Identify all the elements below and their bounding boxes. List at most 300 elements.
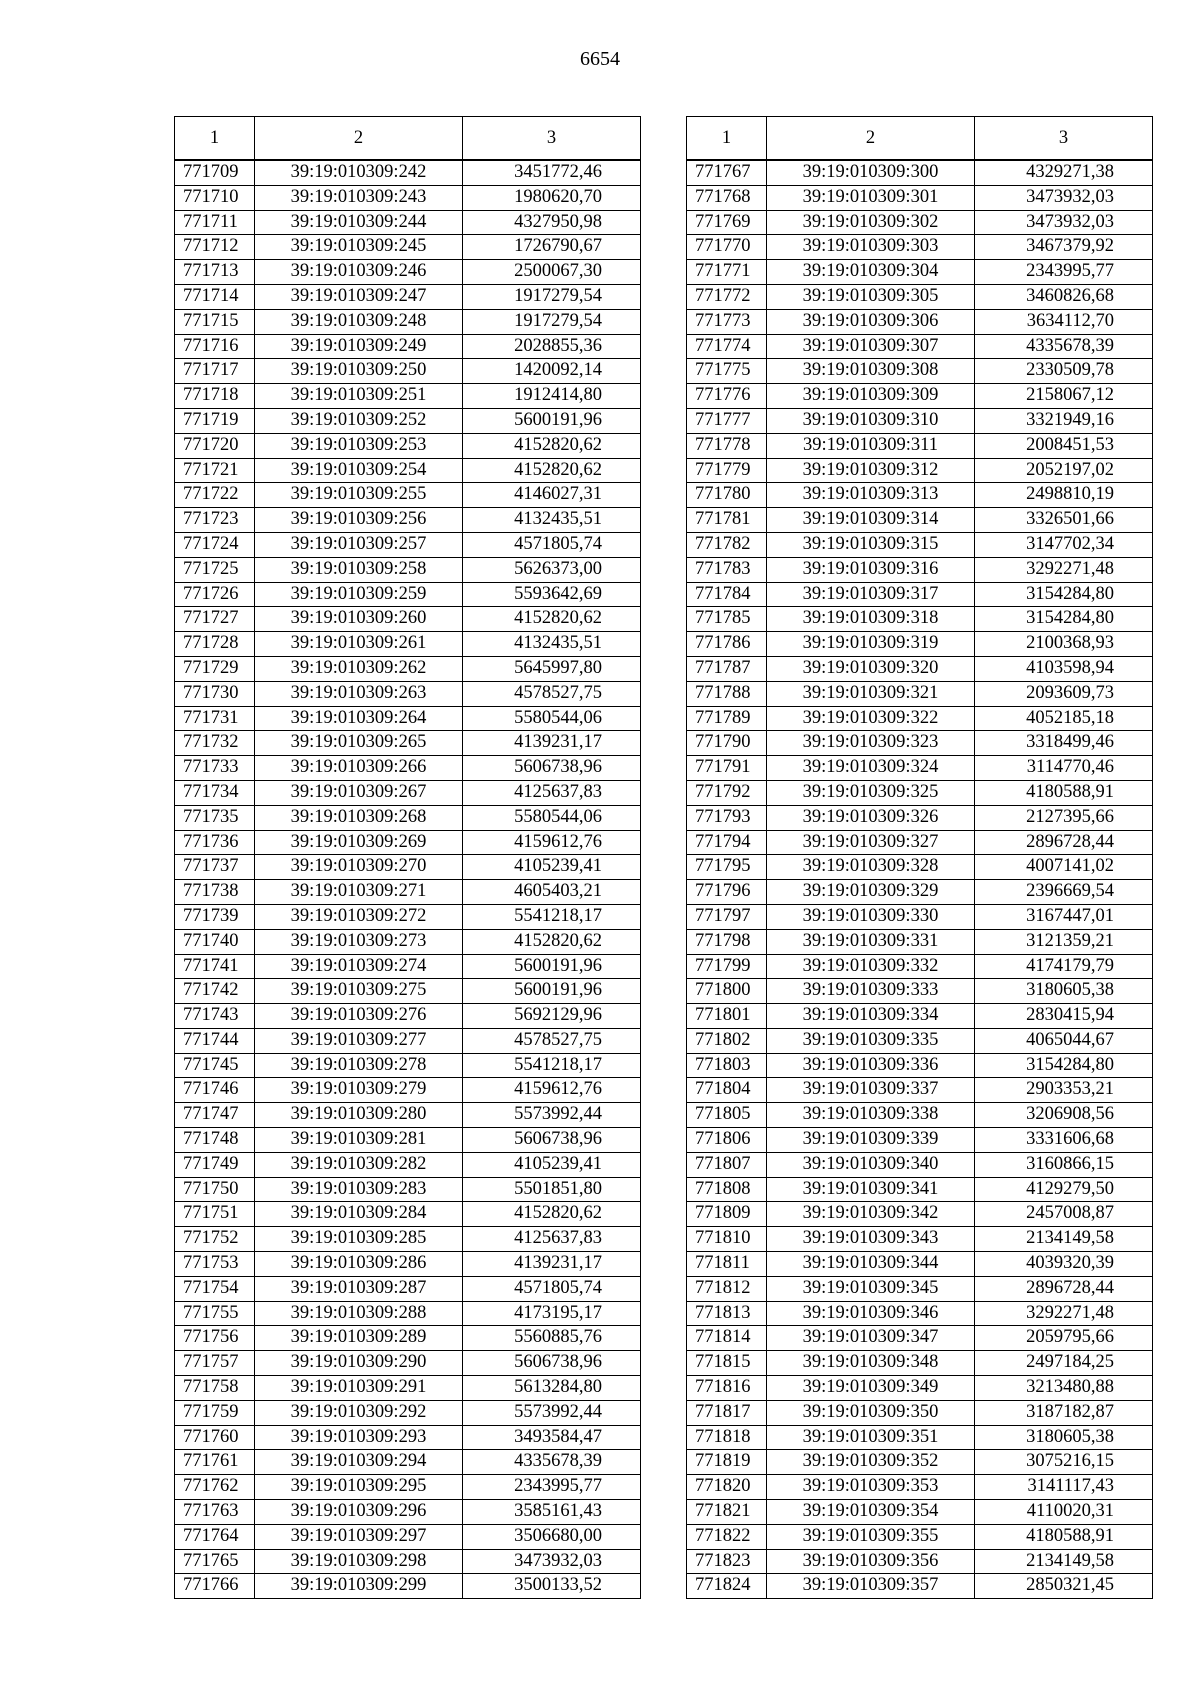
cadastral-number: 39:19:010309:336 [767, 1053, 975, 1078]
cadastral-value: 2100368,93 [975, 632, 1153, 657]
cadastral-value: 2343995,77 [463, 1475, 641, 1500]
row-number: 771710 [175, 185, 255, 210]
cadastral-value: 4159612,76 [463, 830, 641, 855]
table-row [175, 260, 641, 285]
cadastral-value: 2134149,58 [975, 1227, 1153, 1252]
table-row [175, 334, 641, 359]
table-row [687, 880, 1153, 905]
cadastral-value: 3187182,87 [975, 1400, 1153, 1425]
row-number: 771731 [175, 706, 255, 731]
table-row [175, 954, 641, 979]
cadastral-number: 39:19:010309:325 [767, 780, 975, 805]
table-row [175, 384, 641, 409]
row-number: 771729 [175, 656, 255, 681]
table-row [687, 805, 1153, 830]
cadastral-number: 39:19:010309:277 [255, 1028, 463, 1053]
row-number: 771742 [175, 979, 255, 1004]
cadastral-value: 4125637,83 [463, 1227, 641, 1252]
row-number: 771778 [687, 433, 767, 458]
cadastral-number: 39:19:010309:246 [255, 260, 463, 285]
cadastral-number: 39:19:010309:296 [255, 1500, 463, 1525]
row-number: 771727 [175, 607, 255, 632]
cadastral-value: 3154284,80 [975, 582, 1153, 607]
table-row [687, 284, 1153, 309]
row-number: 771715 [175, 309, 255, 334]
table-row [687, 1128, 1153, 1153]
table-row [687, 1351, 1153, 1376]
cadastral-number: 39:19:010309:276 [255, 1004, 463, 1029]
cadastral-value: 4578527,75 [463, 681, 641, 706]
table-row [687, 904, 1153, 929]
cadastral-number: 39:19:010309:330 [767, 904, 975, 929]
cadastral-value: 4173195,17 [463, 1301, 641, 1326]
table-row [687, 483, 1153, 508]
row-number: 771783 [687, 557, 767, 582]
column-header-1: 1 [175, 117, 255, 161]
cadastral-number: 39:19:010309:254 [255, 458, 463, 483]
cadastral-value: 3160866,15 [975, 1152, 1153, 1177]
cadastral-value: 4152820,62 [463, 433, 641, 458]
row-number: 771743 [175, 1004, 255, 1029]
cadastral-value: 2343995,77 [975, 260, 1153, 285]
row-number: 771761 [175, 1450, 255, 1475]
table-row [687, 1177, 1153, 1202]
row-number: 771746 [175, 1078, 255, 1103]
cadastral-value: 2850321,45 [975, 1574, 1153, 1599]
row-number: 771740 [175, 929, 255, 954]
column-header-2: 2 [255, 117, 463, 161]
row-number: 771774 [687, 334, 767, 359]
table-row [687, 1500, 1153, 1525]
table-row [175, 1500, 641, 1525]
cadastral-value: 4103598,94 [975, 656, 1153, 681]
row-number: 771739 [175, 904, 255, 929]
row-number: 771777 [687, 408, 767, 433]
cadastral-value: 5573992,44 [463, 1103, 641, 1128]
cadastral-number: 39:19:010309:294 [255, 1450, 463, 1475]
cadastral-value: 4105239,41 [463, 1152, 641, 1177]
cadastral-value: 3321949,16 [975, 408, 1153, 433]
table-row [687, 1524, 1153, 1549]
cadastral-number: 39:19:010309:272 [255, 904, 463, 929]
table-row [175, 433, 641, 458]
cadastral-value: 2896728,44 [975, 830, 1153, 855]
row-number: 771820 [687, 1475, 767, 1500]
cadastral-number: 39:19:010309:307 [767, 334, 975, 359]
row-number: 771791 [687, 756, 767, 781]
cadastral-number: 39:19:010309:300 [767, 160, 975, 185]
cadastral-value: 2396669,54 [975, 880, 1153, 905]
row-number: 771819 [687, 1450, 767, 1475]
table-row [175, 185, 641, 210]
right-table [686, 116, 1153, 1599]
row-number: 771790 [687, 731, 767, 756]
table-row [687, 1326, 1153, 1351]
table-row [687, 408, 1153, 433]
row-number: 771795 [687, 855, 767, 880]
table-row [687, 1450, 1153, 1475]
cadastral-number: 39:19:010309:243 [255, 185, 463, 210]
cadastral-value: 5573992,44 [463, 1400, 641, 1425]
column-header-1: 1 [687, 117, 767, 161]
cadastral-number: 39:19:010309:353 [767, 1475, 975, 1500]
cadastral-number: 39:19:010309:316 [767, 557, 975, 582]
cadastral-value: 4159612,76 [463, 1078, 641, 1103]
cadastral-value: 3292271,48 [975, 1301, 1153, 1326]
cadastral-value: 3114770,46 [975, 756, 1153, 781]
cadastral-number: 39:19:010309:244 [255, 210, 463, 235]
table-row [175, 656, 641, 681]
cadastral-value: 2059795,66 [975, 1326, 1153, 1351]
table-row [175, 483, 641, 508]
cadastral-number: 39:19:010309:282 [255, 1152, 463, 1177]
row-number: 771779 [687, 458, 767, 483]
table-row [175, 408, 641, 433]
row-number: 771762 [175, 1475, 255, 1500]
row-number: 771793 [687, 805, 767, 830]
cadastral-value: 4571805,74 [463, 532, 641, 557]
cadastral-value: 3206908,56 [975, 1103, 1153, 1128]
table-row [687, 1202, 1153, 1227]
cadastral-number: 39:19:010309:260 [255, 607, 463, 632]
cadastral-number: 39:19:010309:354 [767, 1500, 975, 1525]
cadastral-value: 5501851,80 [463, 1177, 641, 1202]
row-number: 771821 [687, 1500, 767, 1525]
cadastral-number: 39:19:010309:304 [767, 260, 975, 285]
table-row [175, 557, 641, 582]
table-row [687, 954, 1153, 979]
table-row [687, 1400, 1153, 1425]
cadastral-number: 39:19:010309:267 [255, 780, 463, 805]
cadastral-number: 39:19:010309:321 [767, 681, 975, 706]
table-row [687, 359, 1153, 384]
cadastral-number: 39:19:010309:326 [767, 805, 975, 830]
cadastral-value: 4335678,39 [463, 1450, 641, 1475]
cadastral-number: 39:19:010309:284 [255, 1202, 463, 1227]
row-number: 771745 [175, 1053, 255, 1078]
table-row [175, 904, 641, 929]
row-number: 771806 [687, 1128, 767, 1153]
row-number: 771782 [687, 532, 767, 557]
cadastral-number: 39:19:010309:344 [767, 1252, 975, 1277]
cadastral-value: 1980620,70 [463, 185, 641, 210]
row-number: 771730 [175, 681, 255, 706]
cadastral-value: 3318499,46 [975, 731, 1153, 756]
cadastral-number: 39:19:010309:298 [255, 1549, 463, 1574]
row-number: 771803 [687, 1053, 767, 1078]
cadastral-value: 3326501,66 [975, 508, 1153, 533]
table-row [175, 1524, 641, 1549]
table-row [687, 532, 1153, 557]
row-number: 771717 [175, 359, 255, 384]
cadastral-number: 39:19:010309:248 [255, 309, 463, 334]
cadastral-value: 1420092,14 [463, 359, 641, 384]
cadastral-number: 39:19:010309:257 [255, 532, 463, 557]
cadastral-number: 39:19:010309:317 [767, 582, 975, 607]
cadastral-value: 4132435,51 [463, 632, 641, 657]
row-number: 771811 [687, 1252, 767, 1277]
cadastral-value: 3506680,00 [463, 1524, 641, 1549]
cadastral-value: 3292271,48 [975, 557, 1153, 582]
table-row [175, 1549, 641, 1574]
table-row [175, 1351, 641, 1376]
cadastral-number: 39:19:010309:249 [255, 334, 463, 359]
table-row [687, 160, 1153, 185]
cadastral-value: 3075216,15 [975, 1450, 1153, 1475]
cadastral-value: 4180588,91 [975, 1524, 1153, 1549]
table-row [175, 1301, 641, 1326]
column-header-2: 2 [767, 117, 975, 161]
table-row [687, 1376, 1153, 1401]
cadastral-value: 3460826,68 [975, 284, 1153, 309]
cadastral-value: 3180605,38 [975, 979, 1153, 1004]
cadastral-number: 39:19:010309:247 [255, 284, 463, 309]
cadastral-number: 39:19:010309:323 [767, 731, 975, 756]
cadastral-value: 5560885,76 [463, 1326, 641, 1351]
cadastral-number: 39:19:010309:251 [255, 384, 463, 409]
table-row [175, 880, 641, 905]
row-number: 771736 [175, 830, 255, 855]
row-number: 771769 [687, 210, 767, 235]
row-number: 771726 [175, 582, 255, 607]
cadastral-value: 2330509,78 [975, 359, 1153, 384]
table-row [175, 235, 641, 260]
table-row [175, 284, 641, 309]
cadastral-number: 39:19:010309:333 [767, 979, 975, 1004]
table-row [687, 185, 1153, 210]
table-row [175, 681, 641, 706]
cadastral-number: 39:19:010309:351 [767, 1425, 975, 1450]
cadastral-number: 39:19:010309:338 [767, 1103, 975, 1128]
table-row [687, 1574, 1153, 1599]
row-number: 771750 [175, 1177, 255, 1202]
row-number: 771780 [687, 483, 767, 508]
cadastral-number: 39:19:010309:288 [255, 1301, 463, 1326]
cadastral-value: 2903353,21 [975, 1078, 1153, 1103]
table-row [687, 557, 1153, 582]
cadastral-value: 2052197,02 [975, 458, 1153, 483]
table-row [687, 1252, 1153, 1277]
table-row [175, 1574, 641, 1599]
cadastral-number: 39:19:010309:327 [767, 830, 975, 855]
row-number: 771770 [687, 235, 767, 260]
cadastral-number: 39:19:010309:270 [255, 855, 463, 880]
table-row [175, 458, 641, 483]
row-number: 771748 [175, 1128, 255, 1153]
table-row [687, 1425, 1153, 1450]
table-row [175, 1376, 641, 1401]
table-row [175, 1053, 641, 1078]
cadastral-value: 5645997,80 [463, 656, 641, 681]
cadastral-value: 4180588,91 [975, 780, 1153, 805]
row-number: 771818 [687, 1425, 767, 1450]
row-number: 771773 [687, 309, 767, 334]
cadastral-number: 39:19:010309:301 [767, 185, 975, 210]
table-row [687, 1004, 1153, 1029]
table-row [175, 855, 641, 880]
row-number: 771813 [687, 1301, 767, 1326]
row-number: 771714 [175, 284, 255, 309]
table-row [687, 582, 1153, 607]
cadastral-number: 39:19:010309:318 [767, 607, 975, 632]
row-number: 771737 [175, 855, 255, 880]
cadastral-number: 39:19:010309:334 [767, 1004, 975, 1029]
cadastral-value: 4152820,62 [463, 607, 641, 632]
row-number: 771720 [175, 433, 255, 458]
table-row [687, 1152, 1153, 1177]
row-number: 771798 [687, 929, 767, 954]
cadastral-value: 4052185,18 [975, 706, 1153, 731]
table-row [687, 1053, 1153, 1078]
row-number: 771796 [687, 880, 767, 905]
cadastral-number: 39:19:010309:342 [767, 1202, 975, 1227]
cadastral-value: 5606738,96 [463, 756, 641, 781]
row-number: 771792 [687, 780, 767, 805]
cadastral-value: 4132435,51 [463, 508, 641, 533]
cadastral-number: 39:19:010309:261 [255, 632, 463, 657]
row-number: 771815 [687, 1351, 767, 1376]
header-row [687, 117, 1153, 161]
row-number: 771709 [175, 160, 255, 185]
cadastral-value: 2498810,19 [975, 483, 1153, 508]
row-number: 771728 [175, 632, 255, 657]
row-number: 771767 [687, 160, 767, 185]
cadastral-number: 39:19:010309:262 [255, 656, 463, 681]
cadastral-number: 39:19:010309:309 [767, 384, 975, 409]
cadastral-number: 39:19:010309:293 [255, 1425, 463, 1450]
row-number: 771764 [175, 1524, 255, 1549]
table-row [687, 979, 1153, 1004]
row-number: 771823 [687, 1549, 767, 1574]
table-row [687, 309, 1153, 334]
row-number: 771799 [687, 954, 767, 979]
row-number: 771785 [687, 607, 767, 632]
row-number: 771784 [687, 582, 767, 607]
cadastral-number: 39:19:010309:263 [255, 681, 463, 706]
cadastral-value: 4146027,31 [463, 483, 641, 508]
row-number: 771718 [175, 384, 255, 409]
row-number: 771788 [687, 681, 767, 706]
cadastral-value: 5692129,96 [463, 1004, 641, 1029]
row-number: 771776 [687, 384, 767, 409]
row-number: 771719 [175, 408, 255, 433]
cadastral-value: 4605403,21 [463, 880, 641, 905]
cadastral-value: 3331606,68 [975, 1128, 1153, 1153]
row-number: 771758 [175, 1376, 255, 1401]
table-row [175, 1004, 641, 1029]
table-row [175, 1450, 641, 1475]
cadastral-value: 1917279,54 [463, 309, 641, 334]
cadastral-number: 39:19:010309:335 [767, 1028, 975, 1053]
row-number: 771738 [175, 880, 255, 905]
cadastral-number: 39:19:010309:242 [255, 160, 463, 185]
cadastral-number: 39:19:010309:292 [255, 1400, 463, 1425]
cadastral-number: 39:19:010309:264 [255, 706, 463, 731]
cadastral-number: 39:19:010309:348 [767, 1351, 975, 1376]
cadastral-value: 5593642,69 [463, 582, 641, 607]
cadastral-number: 39:19:010309:349 [767, 1376, 975, 1401]
cadastral-number: 39:19:010309:252 [255, 408, 463, 433]
cadastral-value: 2497184,25 [975, 1351, 1153, 1376]
cadastral-value: 4139231,17 [463, 731, 641, 756]
cadastral-value: 3493584,47 [463, 1425, 641, 1450]
row-number: 771808 [687, 1177, 767, 1202]
row-number: 771735 [175, 805, 255, 830]
table-row [175, 1202, 641, 1227]
cadastral-value: 4039320,39 [975, 1252, 1153, 1277]
table-row [175, 1128, 641, 1153]
table-row [687, 508, 1153, 533]
cadastral-number: 39:19:010309:266 [255, 756, 463, 781]
row-number: 771760 [175, 1425, 255, 1450]
table-row [687, 1301, 1153, 1326]
cadastral-number: 39:19:010309:302 [767, 210, 975, 235]
row-number: 771817 [687, 1400, 767, 1425]
cadastral-value: 5613284,80 [463, 1376, 641, 1401]
table-row [687, 433, 1153, 458]
cadastral-number: 39:19:010309:312 [767, 458, 975, 483]
cadastral-number: 39:19:010309:290 [255, 1351, 463, 1376]
row-number: 771732 [175, 731, 255, 756]
cadastral-number: 39:19:010309:329 [767, 880, 975, 905]
row-number: 771763 [175, 1500, 255, 1525]
row-number: 771807 [687, 1152, 767, 1177]
cadastral-number: 39:19:010309:268 [255, 805, 463, 830]
row-number: 771809 [687, 1202, 767, 1227]
cadastral-number: 39:19:010309:310 [767, 408, 975, 433]
table-row [175, 1078, 641, 1103]
cadastral-number: 39:19:010309:275 [255, 979, 463, 1004]
table-row [687, 1078, 1153, 1103]
cadastral-value: 5580544,06 [463, 706, 641, 731]
table-row [175, 780, 641, 805]
cadastral-number: 39:19:010309:343 [767, 1227, 975, 1252]
row-number: 771768 [687, 185, 767, 210]
row-number: 771822 [687, 1524, 767, 1549]
cadastral-value: 4174179,79 [975, 954, 1153, 979]
cadastral-value: 3473932,03 [463, 1549, 641, 1574]
column-header-3: 3 [975, 117, 1153, 161]
cadastral-number: 39:19:010309:265 [255, 731, 463, 756]
cadastral-number: 39:19:010309:258 [255, 557, 463, 582]
cadastral-value: 5580544,06 [463, 805, 641, 830]
table-row [175, 508, 641, 533]
row-number: 771711 [175, 210, 255, 235]
table-row [687, 731, 1153, 756]
cadastral-value: 4335678,39 [975, 334, 1153, 359]
table-row [687, 780, 1153, 805]
row-number: 771824 [687, 1574, 767, 1599]
cadastral-value: 3467379,92 [975, 235, 1153, 260]
row-number: 771733 [175, 756, 255, 781]
table-row [175, 731, 641, 756]
table-row [687, 260, 1153, 285]
cadastral-number: 39:19:010309:285 [255, 1227, 463, 1252]
table-row [175, 1028, 641, 1053]
cadastral-value: 5600191,96 [463, 979, 641, 1004]
cadastral-number: 39:19:010309:245 [255, 235, 463, 260]
cadastral-value: 2830415,94 [975, 1004, 1153, 1029]
row-number: 771816 [687, 1376, 767, 1401]
table-row [687, 1549, 1153, 1574]
cadastral-number: 39:19:010309:273 [255, 929, 463, 954]
row-number: 771805 [687, 1103, 767, 1128]
table-row [175, 706, 641, 731]
cadastral-number: 39:19:010309:286 [255, 1252, 463, 1277]
cadastral-number: 39:19:010309:322 [767, 706, 975, 731]
cadastral-number: 39:19:010309:306 [767, 309, 975, 334]
cadastral-value: 5541218,17 [463, 904, 641, 929]
